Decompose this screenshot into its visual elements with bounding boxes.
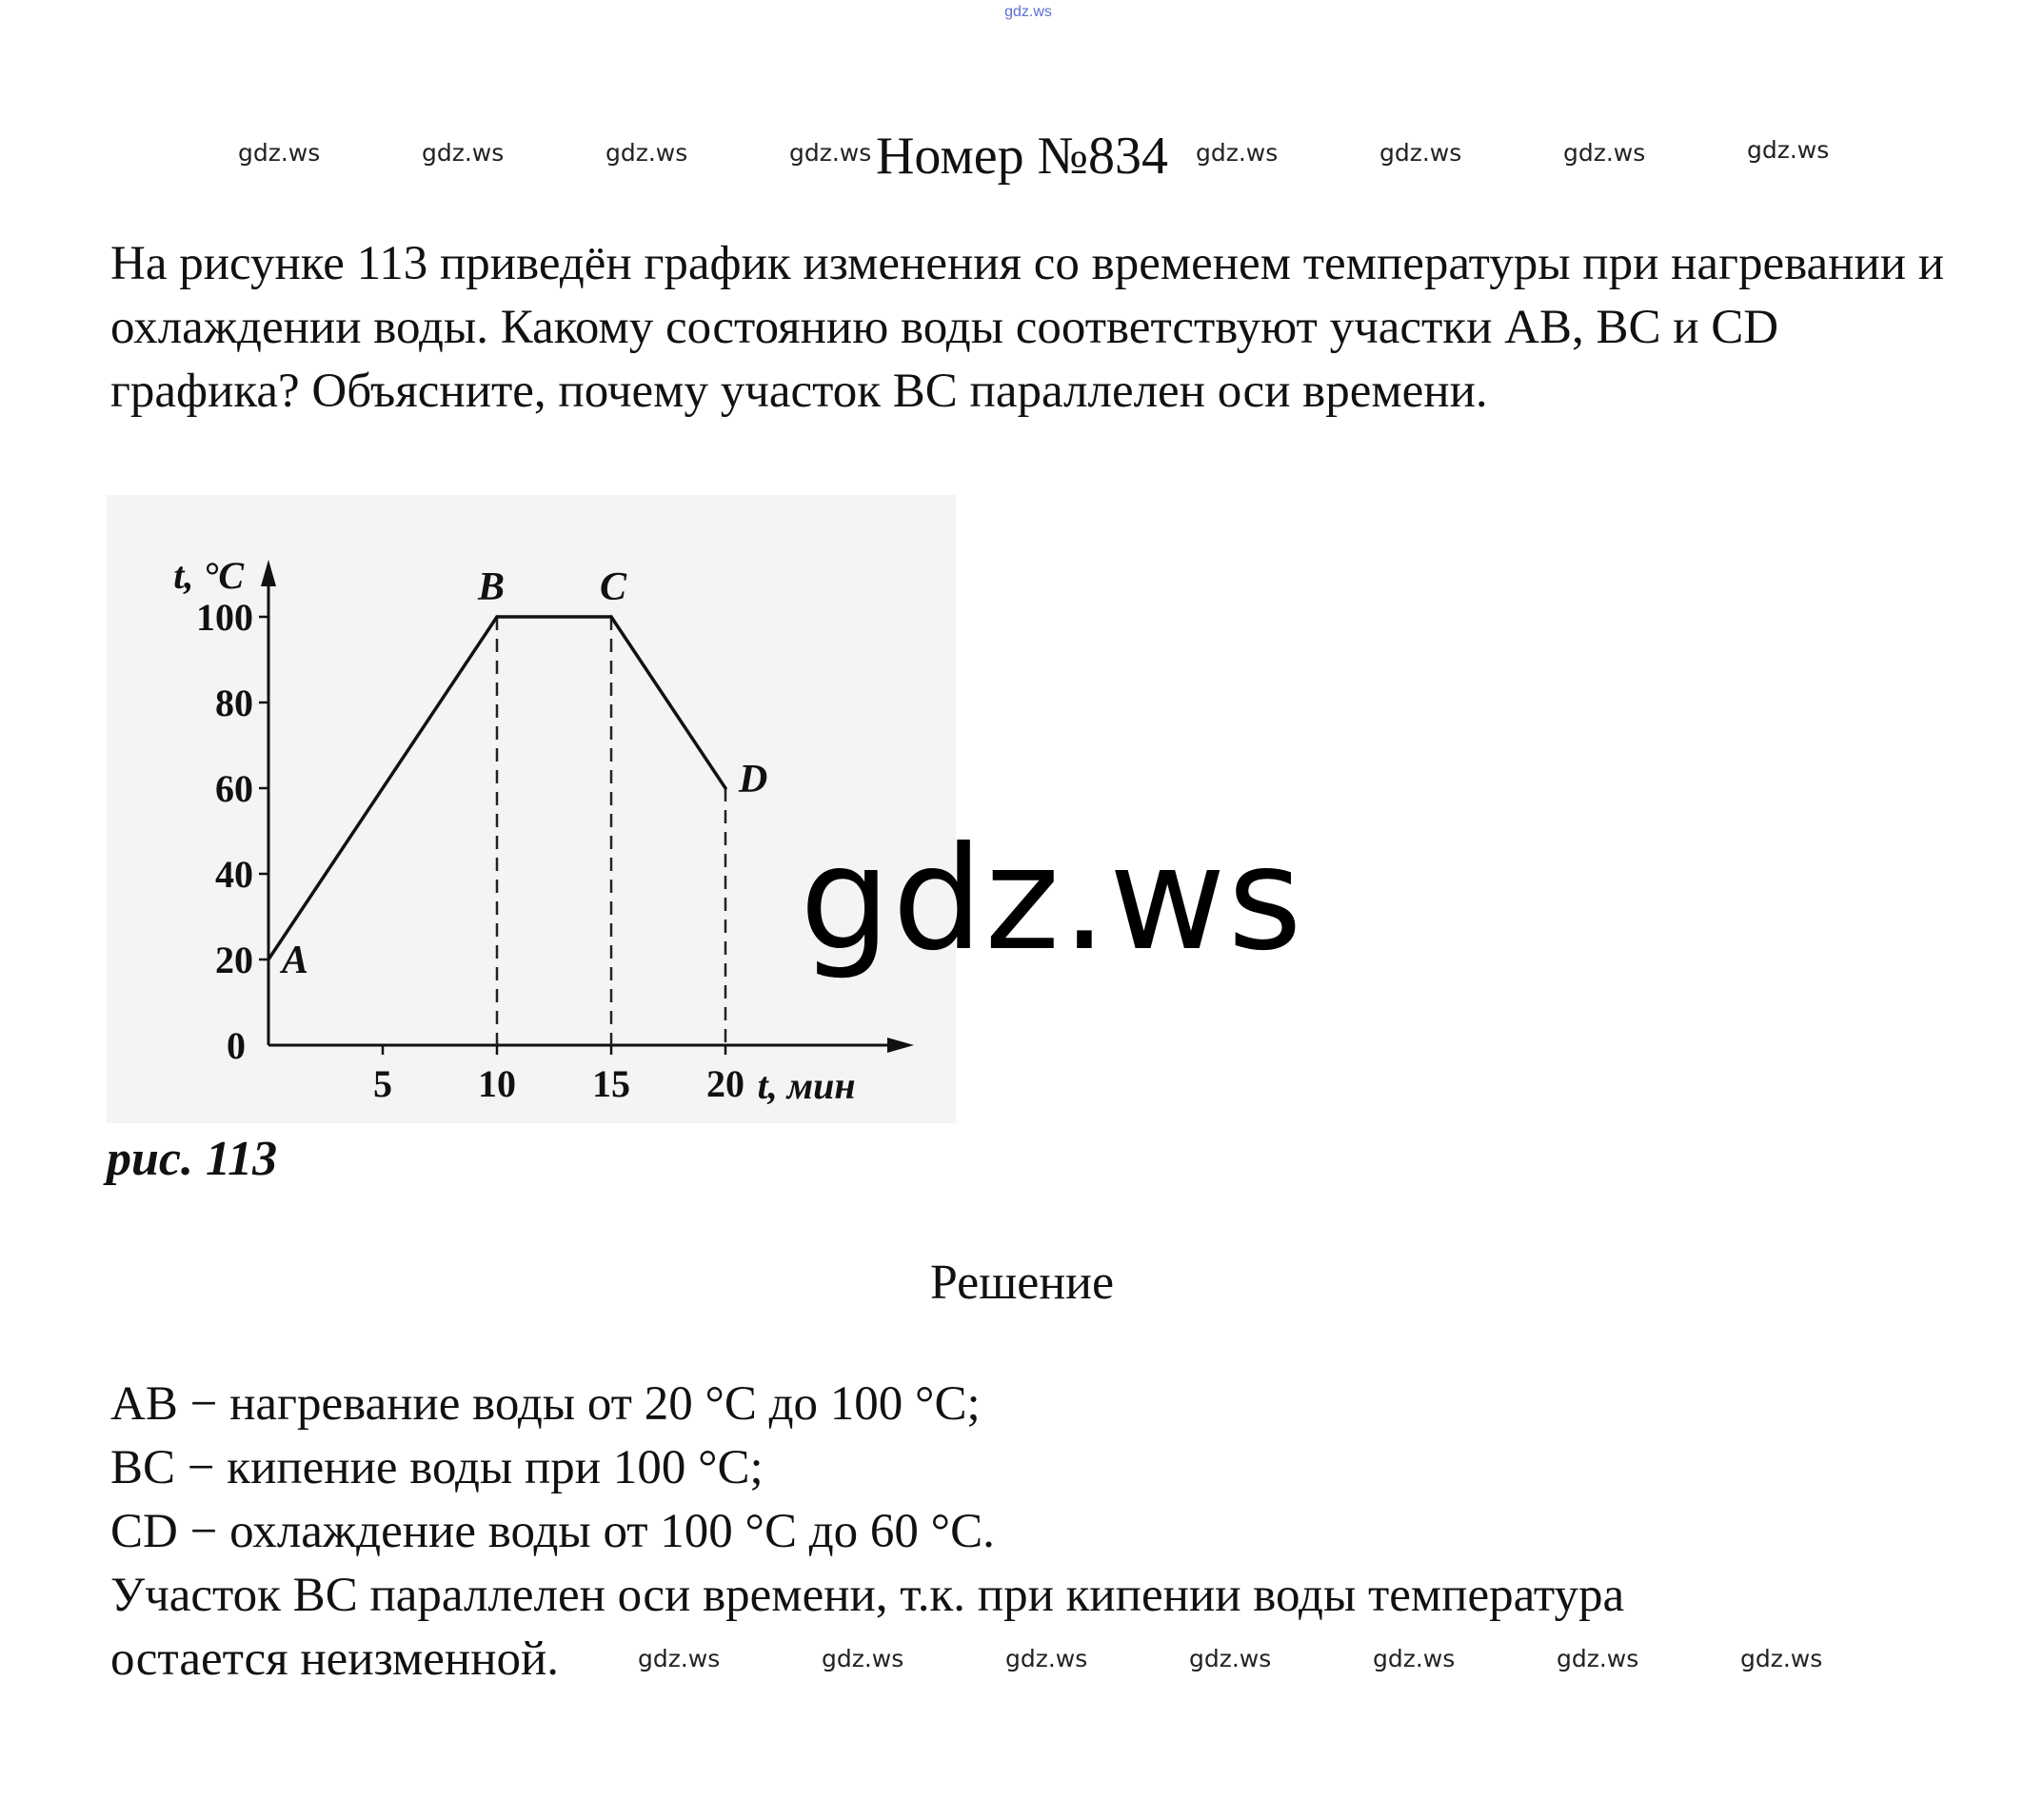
point-label-a: A: [282, 939, 309, 982]
y-tick-label: 100: [196, 596, 253, 639]
watermark: gdz.ws: [1005, 1645, 1088, 1672]
y-axis-arrow: [261, 560, 276, 586]
y-axis-label: t, °C: [173, 554, 244, 597]
y-tick-label: 20: [215, 939, 253, 981]
watermark: gdz.ws: [1557, 1645, 1639, 1672]
top-watermark: gdz.ws: [1004, 4, 1052, 20]
watermark: gdz.ws: [1379, 139, 1462, 167]
x-axis-label: t, мин: [757, 1064, 856, 1107]
solution-heading: Решение: [929, 1256, 1115, 1310]
watermark: gdz.ws: [422, 139, 505, 167]
segment-cd: [611, 617, 725, 788]
figure-caption: рис. 113: [107, 1132, 278, 1186]
y-tick-label: 60: [215, 767, 253, 810]
task-text: На рисунке 113 приведён график изменения со временем температуры при нагревании и охлаждении воды. Какому состоянию воды соответствуют участки АВ, ВС и CD графика? Объясните, почему участок ВС параллелен оси времени.: [110, 237, 1945, 418]
watermark: gdz.ws: [1196, 139, 1279, 167]
solution-line: CD − охлаждение воды от 100 °С до 60 °С.: [110, 1505, 995, 1558]
watermark: gdz.ws: [238, 139, 321, 167]
watermark: gdz.ws: [1563, 139, 1646, 167]
watermark: gdz.ws: [1747, 136, 1830, 164]
x-axis-arrow: [887, 1038, 914, 1053]
solution-line: ВС − кипение воды при 100 °С;: [110, 1441, 764, 1494]
page-title: Номер №834: [875, 127, 1169, 186]
solution-text: [110, 1373, 1976, 1691]
point-label-b: B: [478, 565, 506, 609]
watermark-row-bottom: [0, 1645, 2044, 1683]
point-label-c: C: [600, 565, 627, 609]
watermark: gdz.ws: [605, 139, 688, 167]
x-tick-label: 5: [373, 1062, 392, 1105]
watermark: gdz.ws: [789, 139, 872, 167]
y-tick-label: 40: [215, 853, 253, 896]
watermark: gdz.ws: [822, 1645, 904, 1672]
x-tick-label: 20: [706, 1062, 744, 1105]
segment-ab: [268, 617, 497, 959]
watermark: gdz.ws: [1373, 1645, 1456, 1672]
figure-113: [107, 495, 956, 1123]
y-tick-label: 80: [215, 682, 253, 724]
watermark: gdz.ws: [1189, 1645, 1272, 1672]
watermark: gdz.ws: [1740, 1645, 1823, 1672]
temperature-chart: [107, 495, 956, 1123]
watermark: gdz.ws: [638, 1645, 721, 1672]
origin-label: 0: [227, 1024, 246, 1067]
large-watermark: gdz.ws: [800, 817, 1304, 982]
solution-line: остается неизменной.: [110, 1632, 560, 1686]
solution-line: Участок ВС параллелен оси времени, т.к. при кипении воды температура: [110, 1569, 1625, 1622]
point-label-d: D: [739, 758, 768, 801]
x-tick-label: 15: [592, 1062, 630, 1105]
x-tick-label: 10: [478, 1062, 516, 1105]
solution-line: АВ − нагревание воды от 20 °С до 100 °С;: [110, 1377, 981, 1431]
